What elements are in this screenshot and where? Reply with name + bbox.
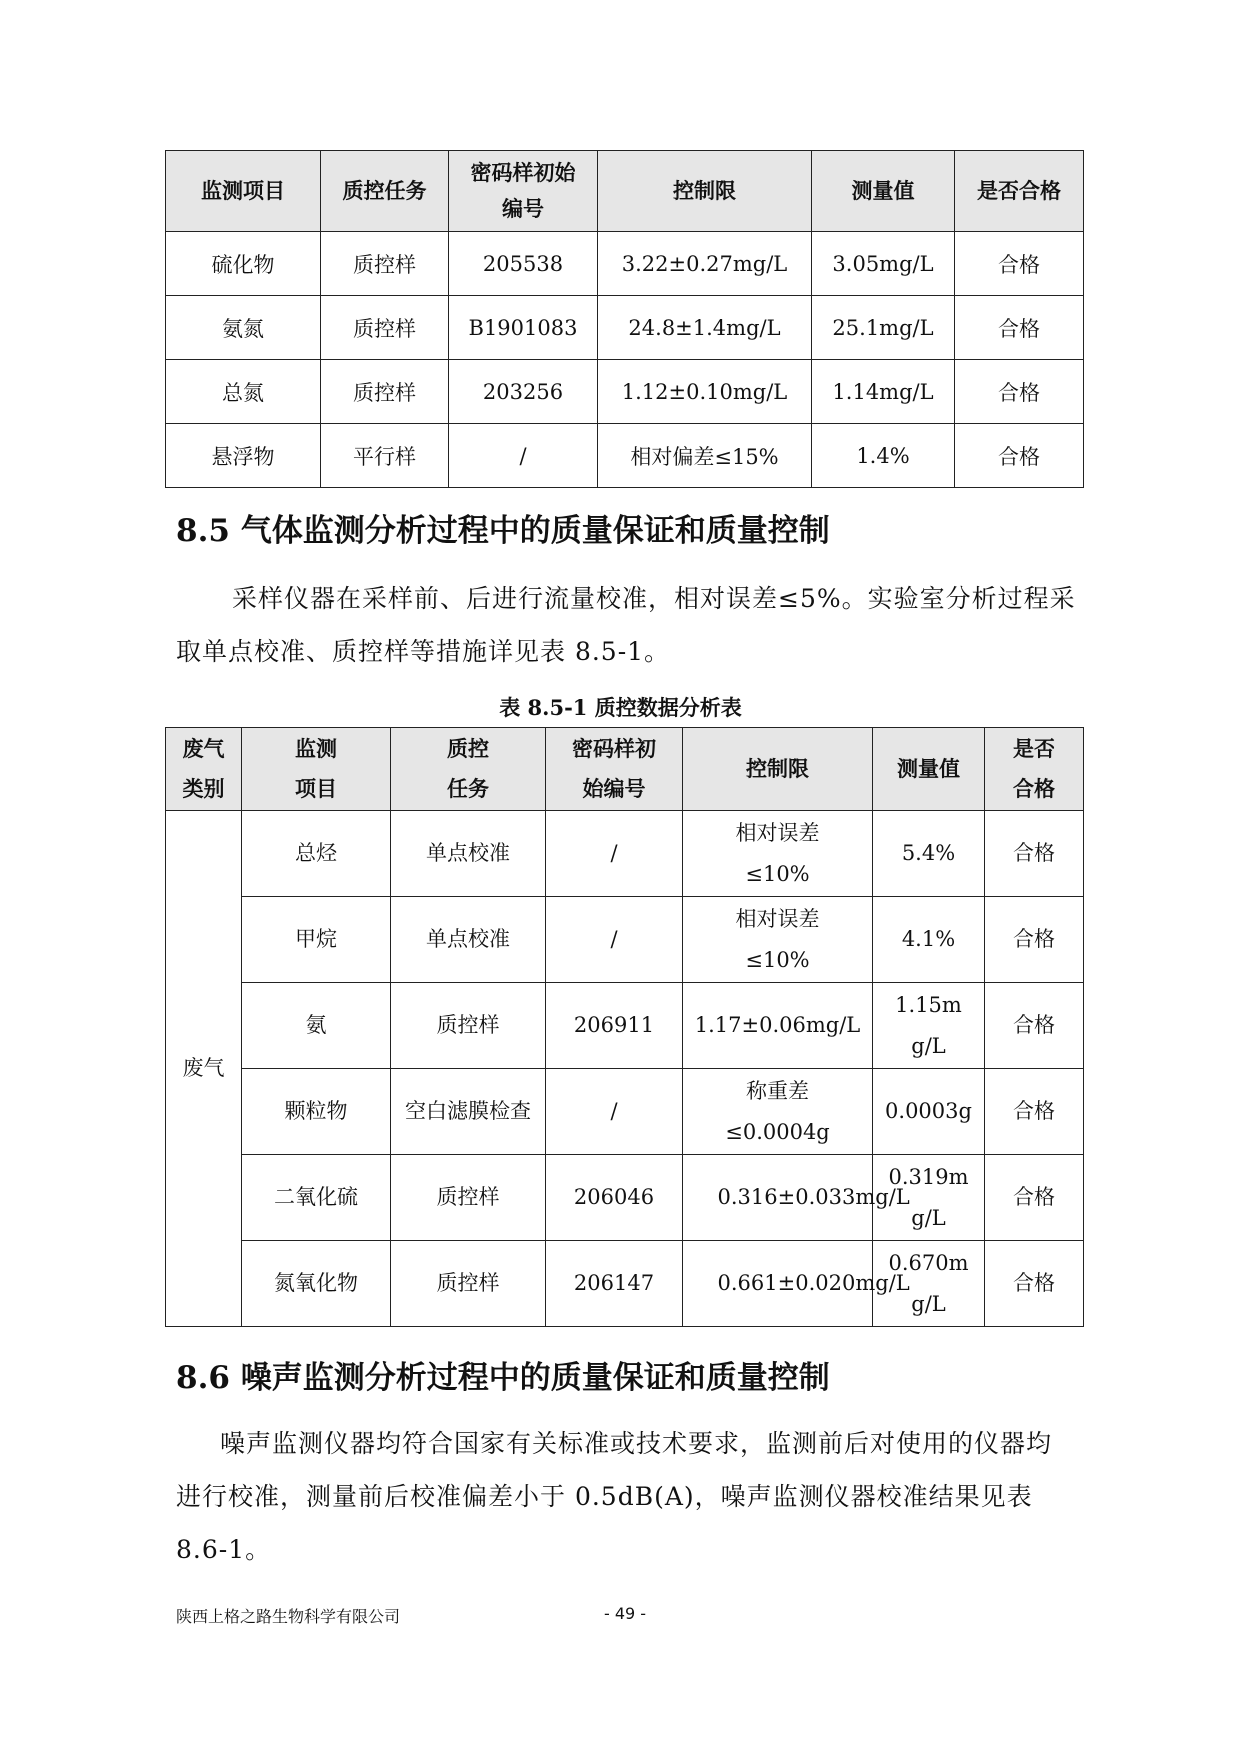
table-cell: /: [546, 897, 683, 983]
table-cell: 合格: [985, 983, 1084, 1069]
section-heading-8-6: 8.6 噪声监测分析过程中的质量保证和质量控制: [176, 1360, 830, 1396]
table-cell: 总烃: [242, 811, 391, 897]
table-cell: B1901083: [449, 296, 598, 360]
table-cell: 总氮: [166, 360, 321, 424]
table-cell: 空白滤膜检查: [391, 1069, 546, 1155]
section-paragraph-8-6: 噪声监测仪器均符合国家有关标准或技术要求，监测前后对使用的仪器均进行校准，测量前后校准偏差小于 0.5dB(A)，噪声监测仪器校准结果见表 8.6-1。: [176, 1429, 1053, 1564]
col-header: 测量值: [812, 151, 955, 232]
page-number: - 49 -: [604, 1604, 647, 1623]
table-cell: 相对误差≤10%: [683, 811, 873, 897]
gas-qc-table: [165, 727, 1084, 1327]
table-cell: 205538: [449, 232, 598, 296]
table-cell: 合格: [955, 296, 1084, 360]
table-row: [166, 983, 1084, 1069]
table-row: [166, 897, 1084, 983]
table-cell: 4.1%: [873, 897, 985, 983]
table-cell: 206046: [546, 1155, 683, 1241]
category-cell: 废气: [166, 811, 242, 1327]
table-cell: 单点校准: [391, 897, 546, 983]
table-cell: 206147: [546, 1241, 683, 1327]
table-cell: 平行样: [321, 424, 449, 488]
table-cell: /: [449, 424, 598, 488]
table-cell: 1.15mg/L: [873, 983, 985, 1069]
table-cell: 悬浮物: [166, 424, 321, 488]
table-cell: 1.17±0.06mg/L: [683, 983, 873, 1069]
table-cell: 合格: [985, 1155, 1084, 1241]
table-cell: 1.4%: [812, 424, 955, 488]
table-cell: 氨氮: [166, 296, 321, 360]
col-header: 是否合格: [985, 728, 1084, 811]
col-header: 质控任务: [321, 151, 449, 232]
col-header: 质控任务: [391, 728, 546, 811]
table-cell: 合格: [985, 1241, 1084, 1327]
table-cell: 203256: [449, 360, 598, 424]
table-cell: 0.319mg/L: [873, 1155, 985, 1241]
table-cell: 质控样: [321, 232, 449, 296]
table-cell: 相对误差≤10%: [683, 897, 873, 983]
table-cell: 相对偏差≤15%: [598, 424, 812, 488]
table-cell: 质控样: [391, 1155, 546, 1241]
table-caption: 表 8.5-1 质控数据分析表: [499, 695, 742, 720]
table-row: [166, 811, 1084, 897]
table-cell: 1.12±0.10mg/L: [598, 360, 812, 424]
table-cell: 0.0003g: [873, 1069, 985, 1155]
table-cell: 单点校准: [391, 811, 546, 897]
table-row: [166, 296, 1084, 360]
table-cell: 合格: [985, 1069, 1084, 1155]
table-cell: 3.05mg/L: [812, 232, 955, 296]
table-cell: 0.661±0.020mg/L: [683, 1241, 873, 1327]
table-cell: 206911: [546, 983, 683, 1069]
table-row: [166, 1155, 1084, 1241]
table-cell: /: [546, 811, 683, 897]
table-cell: 合格: [955, 232, 1084, 296]
table-cell: 甲烷: [242, 897, 391, 983]
table-cell: 25.1mg/L: [812, 296, 955, 360]
table-cell: /: [546, 1069, 683, 1155]
table-cell: 3.22±0.27mg/L: [598, 232, 812, 296]
table-cell: 质控样: [391, 1241, 546, 1327]
table-cell: 称重差≤0.0004g: [683, 1069, 873, 1155]
table-cell: 硫化物: [166, 232, 321, 296]
table-row: [166, 1241, 1084, 1327]
table-row: [166, 232, 1084, 296]
table-header-row: [166, 151, 1084, 232]
section-heading-8-5: 8.5 气体监测分析过程中的质量保证和质量控制: [176, 513, 830, 549]
table-cell: 0.670mg/L: [873, 1241, 985, 1327]
table-cell: 1.14mg/L: [812, 360, 955, 424]
table-cell: 氨: [242, 983, 391, 1069]
footer-company: 陕西上格之路生物科学有限公司: [176, 1607, 401, 1626]
table-cell: 质控样: [321, 360, 449, 424]
col-header: 监测项目: [242, 728, 391, 811]
col-header: 密码样初始编号: [546, 728, 683, 811]
section-paragraph-8-5: 采样仪器在采样前、后进行流量校准，相对误差≤5%。实验室分析过程采取单点校准、质控样等措施详见表 8.5-1。: [176, 584, 1076, 666]
col-header: 监测项目: [166, 151, 321, 232]
col-header: 密码样初始编号: [449, 151, 598, 232]
table-row: [166, 360, 1084, 424]
table-cell: 质控样: [391, 983, 546, 1069]
table-cell: 颗粒物: [242, 1069, 391, 1155]
table-cell: 质控样: [321, 296, 449, 360]
table-header-row: [166, 728, 1084, 811]
table-cell: 合格: [985, 897, 1084, 983]
table-cell: 合格: [955, 424, 1084, 488]
table-cell: 24.8±1.4mg/L: [598, 296, 812, 360]
table-cell: 二氧化硫: [242, 1155, 391, 1241]
col-header: 测量值: [873, 728, 985, 811]
col-header: 控制限: [683, 728, 873, 811]
col-header: 废气类别: [166, 728, 242, 811]
table-cell: 0.316±0.033mg/L: [683, 1155, 873, 1241]
table-cell: 合格: [985, 811, 1084, 897]
col-header: 是否合格: [955, 151, 1084, 232]
col-header: 控制限: [598, 151, 812, 232]
table-row: [166, 1069, 1084, 1155]
table-cell: 氮氧化物: [242, 1241, 391, 1327]
table-cell: 5.4%: [873, 811, 985, 897]
table-row: [166, 424, 1084, 488]
table-cell: 合格: [955, 360, 1084, 424]
water-qc-table: [165, 150, 1084, 488]
